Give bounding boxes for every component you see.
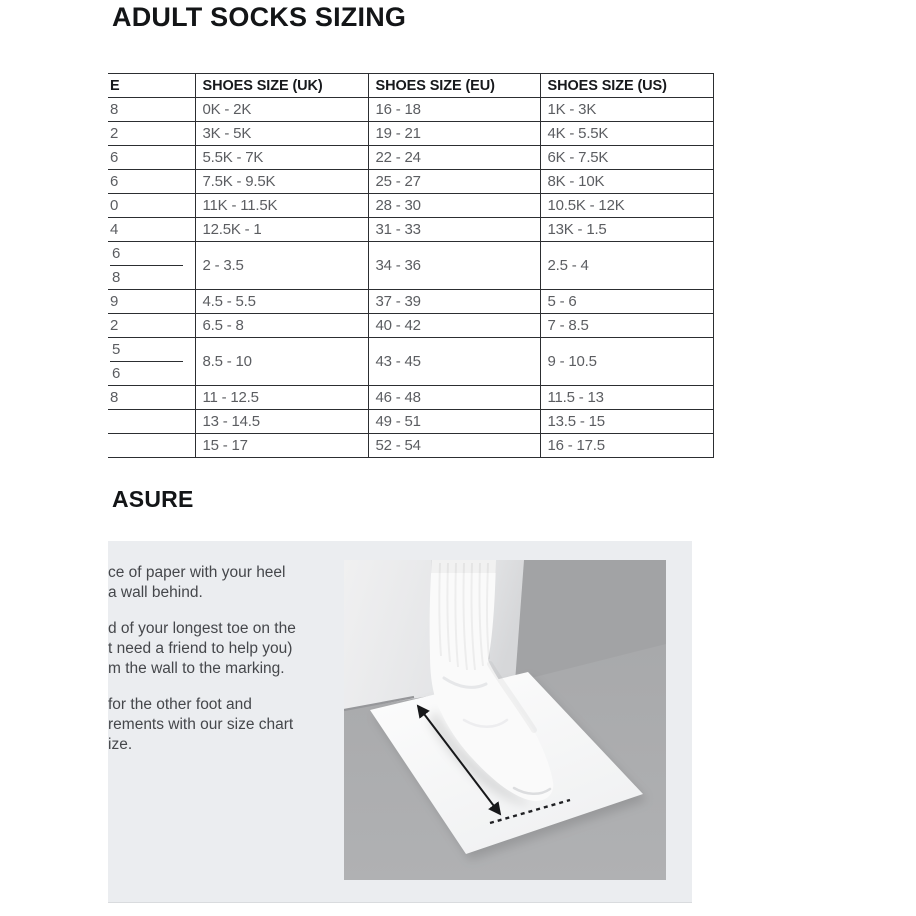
cell-uk: 5.5K - 7K xyxy=(195,146,368,170)
cell-uk: 13 - 14.5 xyxy=(195,410,368,434)
instruction-paragraph: d of your longest toe on the t need a friend to help you) m the wall to the marking. xyxy=(108,620,296,677)
cell-eu: 16 - 18 xyxy=(368,98,540,122)
instruction-paragraph: for the other foot and rements with our size chart ize. xyxy=(108,696,294,753)
cell-us: 13.5 - 15 xyxy=(540,410,713,434)
page-title: ADULT SOCKS SIZING xyxy=(112,2,407,32)
cell-us: 16 - 17.5 xyxy=(540,434,713,458)
foot-measure-photo xyxy=(344,560,666,880)
how-to-measure-panel xyxy=(108,541,692,903)
cell-us: 5 - 6 xyxy=(540,290,713,314)
cell-uk: 8.5 - 10 xyxy=(195,338,368,386)
cell-socks-size xyxy=(108,410,195,434)
table-row xyxy=(108,194,713,218)
cell-eu: 28 - 30 xyxy=(368,194,540,218)
cell-eu: 43 - 45 xyxy=(368,338,540,386)
cell-us: 9 - 10.5 xyxy=(540,338,713,386)
cell-socks-size: 2 xyxy=(108,122,195,146)
socks-size-table xyxy=(108,73,714,458)
table-row xyxy=(108,434,713,458)
cell-us: 1K - 3K xyxy=(540,98,713,122)
cell-socks-size: 9 xyxy=(108,290,195,314)
column-header-shoes-eu: SHOES SIZE (EU) xyxy=(368,74,540,98)
cell-us: 13K - 1.5 xyxy=(540,218,713,242)
cell-socks-size-lower: 8 xyxy=(112,269,121,286)
table-row xyxy=(108,122,713,146)
table-row xyxy=(108,314,713,338)
table-row xyxy=(108,146,713,170)
table-row xyxy=(108,98,713,122)
cell-socks-size-split xyxy=(108,242,195,290)
cell-uk: 2 - 3.5 xyxy=(195,242,368,290)
cell-uk: 6.5 - 8 xyxy=(195,314,368,338)
sock-cuff xyxy=(431,560,496,573)
cell-socks-size-lower: 6 xyxy=(112,365,121,382)
cell-eu: 40 - 42 xyxy=(368,314,540,338)
cell-eu: 22 - 24 xyxy=(368,146,540,170)
cell-uk: 4.5 - 5.5 xyxy=(195,290,368,314)
instruction-paragraph: ce of paper with your heel a wall behind. xyxy=(108,564,286,601)
cell-eu: 52 - 54 xyxy=(368,434,540,458)
table-row xyxy=(108,218,713,242)
cell-us: 8K - 10K xyxy=(540,170,713,194)
table-row xyxy=(108,290,713,314)
cell-us: 11.5 - 13 xyxy=(540,386,713,410)
table-row xyxy=(108,170,713,194)
cell-uk: 12.5K - 1 xyxy=(195,218,368,242)
cell-socks-size: 0 xyxy=(108,194,195,218)
cell-us: 6K - 7.5K xyxy=(540,146,713,170)
cell-socks-size: 6 xyxy=(108,170,195,194)
column-header-shoes-uk: SHOES SIZE (UK) xyxy=(195,74,368,98)
cell-uk: 15 - 17 xyxy=(195,434,368,458)
cell-us: 4K - 5.5K xyxy=(540,122,713,146)
cell-uk: 11K - 11.5K xyxy=(195,194,368,218)
column-header-shoes-us: SHOES SIZE (US) xyxy=(540,74,713,98)
cell-socks-size-upper: 6 xyxy=(112,245,121,262)
measure-instructions xyxy=(108,542,330,771)
cell-us: 10.5K - 12K xyxy=(540,194,713,218)
cell-eu: 46 - 48 xyxy=(368,386,540,410)
cell-us: 7 - 8.5 xyxy=(540,314,713,338)
table-row xyxy=(108,386,713,410)
cell-uk: 11 - 12.5 xyxy=(195,386,368,410)
cell-us: 2.5 - 4 xyxy=(540,242,713,290)
table-row-merged xyxy=(108,338,713,386)
cell-eu: 49 - 51 xyxy=(368,410,540,434)
measure-heading: ASURE xyxy=(112,486,194,512)
cell-eu: 31 - 33 xyxy=(368,218,540,242)
cell-uk: 0K - 2K xyxy=(195,98,368,122)
cell-eu: 34 - 36 xyxy=(368,242,540,290)
cell-eu: 19 - 21 xyxy=(368,122,540,146)
cell-socks-size xyxy=(108,434,195,458)
table-row xyxy=(108,410,713,434)
column-header-socks-size: E xyxy=(108,74,195,98)
cell-socks-size: 8 xyxy=(108,386,195,410)
table-row-merged xyxy=(108,242,713,290)
cell-uk: 7.5K - 9.5K xyxy=(195,170,368,194)
cell-uk: 3K - 5K xyxy=(195,122,368,146)
table-header-row xyxy=(108,74,713,98)
cell-socks-size-upper: 5 xyxy=(112,341,121,358)
cell-eu: 25 - 27 xyxy=(368,170,540,194)
cell-eu: 37 - 39 xyxy=(368,290,540,314)
cell-socks-size: 2 xyxy=(108,314,195,338)
cell-socks-size: 4 xyxy=(108,218,195,242)
cell-socks-size: 8 xyxy=(108,98,195,122)
cell-socks-size-split xyxy=(108,338,195,386)
cell-socks-size: 6 xyxy=(108,146,195,170)
